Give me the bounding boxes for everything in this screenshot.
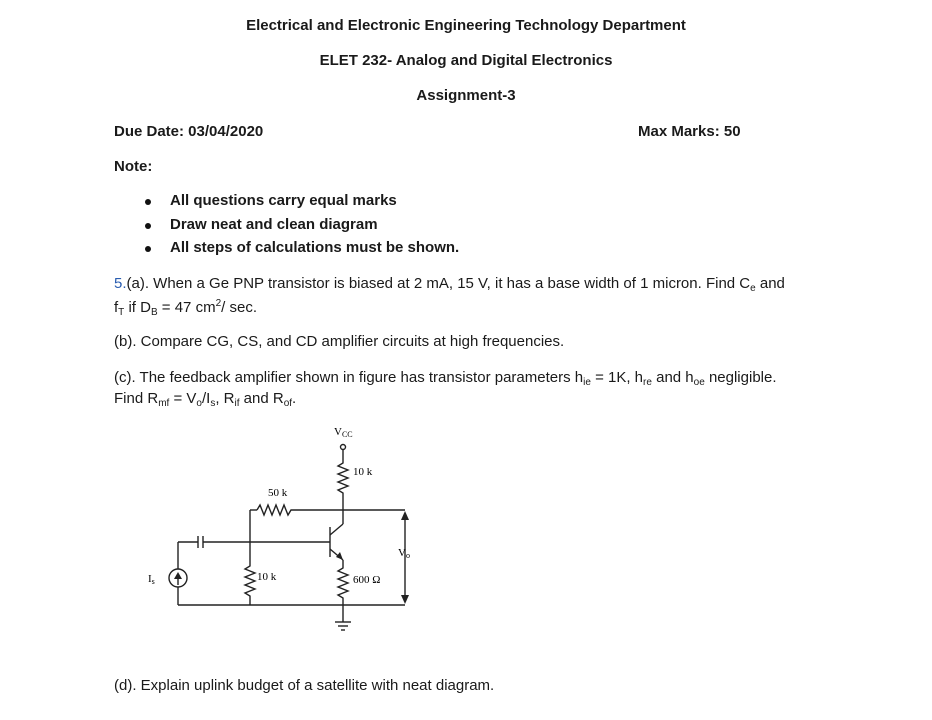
base-resistor-label: 10 k (257, 571, 277, 583)
note-item: All steps of calculations must be shown. (170, 239, 460, 256)
question-a-line2: $f_T$ if $D_B = 47$ $cm^2/$ sec. (114, 298, 257, 318)
emitter-resistor-label: 600 Ω (353, 574, 381, 586)
assignment-title: Assignment-3 (416, 87, 516, 104)
question-c-line2: Find $R_{mf} = V_o/I_s$, $R_{if}$ and $R_{of}$. (114, 390, 297, 409)
emitter-arrow-icon (336, 552, 343, 560)
question-b: (b). Compare CG, CS, and CD amplifier circuits at high frequencies. (114, 333, 565, 350)
current-source-label: Is (148, 573, 155, 586)
feedback-amplifier-circuit (100, 418, 460, 648)
bullet-icon (145, 199, 151, 205)
collector-resistor (338, 458, 348, 510)
question-number: 5. (114, 275, 127, 292)
bullet-icon (145, 246, 151, 252)
department-title: Electrical and Electronic Engineering Technology Department (246, 17, 686, 34)
max-marks: Max Marks: 50 (638, 123, 741, 140)
feedback-resistor-label: 50 k (268, 487, 288, 499)
bullet-icon (145, 223, 151, 229)
base-resistor (245, 542, 255, 605)
output-voltage-label: Vo (398, 547, 410, 560)
course-title: ELET 232- Analog and Digital Electronics (319, 52, 613, 69)
current-arrow-icon (174, 572, 182, 579)
due-date: Due Date: 03/04/2020 (114, 123, 264, 140)
vcc-terminal (341, 445, 346, 450)
emitter-resistor (338, 566, 348, 605)
question-c-line1: (c). The feedback amplifier shown in figure has transistor parameters $h_{ie} = 1K$, $h_{re}$ and $h_{oe}$ negligible. (114, 369, 777, 388)
question-d: (d). Explain uplink budget of a satellite with neat diagram. (114, 677, 495, 694)
vcc-label: VCC (334, 426, 353, 439)
note-item: Draw neat and clean diagram (170, 216, 378, 233)
feedback-resistor (257, 505, 343, 515)
question-a-line1: 5.(a). When a Ge PNP transistor is biased at 2 mA, 15 V, it has a base width of 1 micron. Find $C_e$ and (114, 275, 785, 294)
collector-resistor-label: 10 k (353, 466, 373, 478)
note-label: Note: (114, 158, 153, 175)
note-item: All questions carry equal marks (170, 192, 397, 209)
